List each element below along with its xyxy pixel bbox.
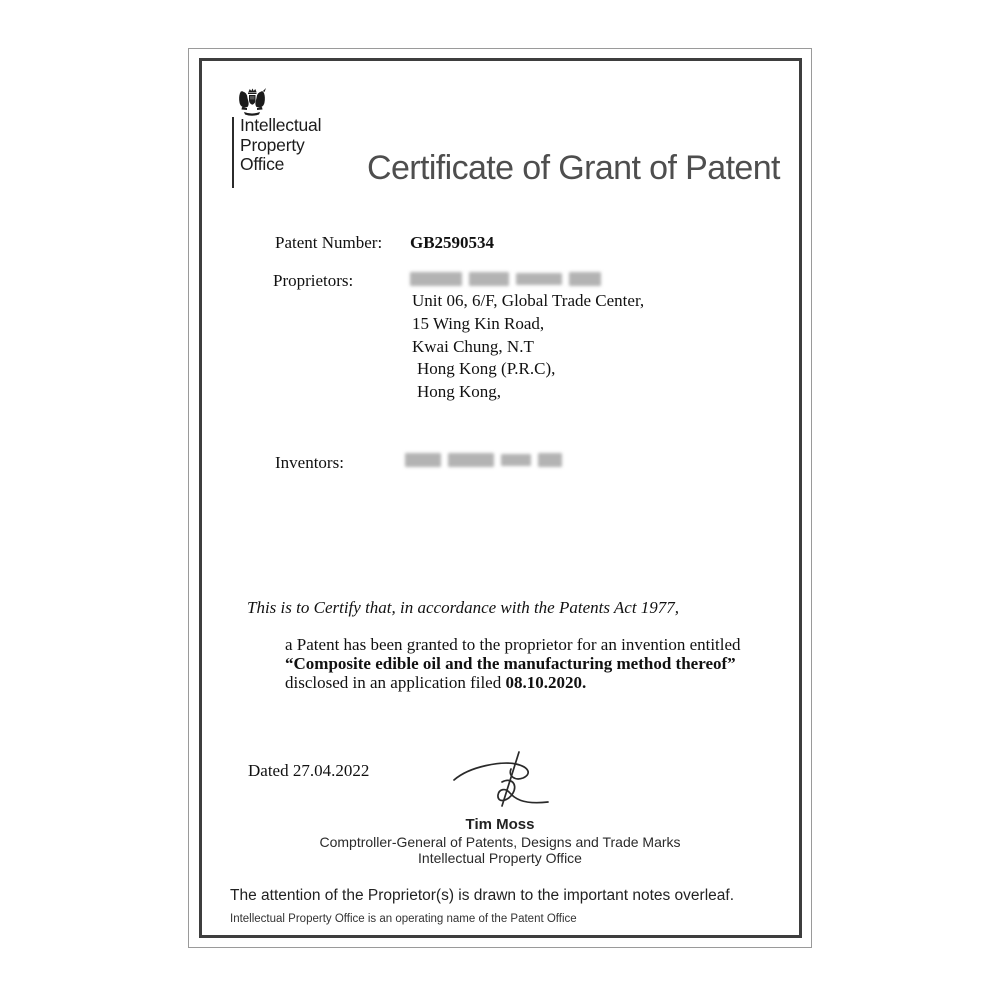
operating-name-note: Intellectual Property Office is an operating name of the Patent Office (230, 913, 577, 925)
redaction-block (538, 453, 562, 467)
redaction-block (569, 272, 601, 286)
logo-word-intellectual: Intellectual (240, 115, 322, 135)
dated-line: Dated 27.04.2022 (248, 761, 370, 780)
invention-title: “Composite edible oil and the manufacturing method thereof” (285, 654, 736, 673)
logo-word-property: Property (240, 134, 305, 155)
proprietor-address-line: Hong Kong (P.R.C), (417, 359, 556, 378)
redaction-block (448, 453, 494, 467)
proprietor-address-line: Unit 06, 6/F, Global Trade Center, (412, 291, 645, 310)
logo-word-office: Office (240, 154, 285, 174)
attention-note: The attention of the Proprietor(s) is drawn to the important notes overleaf. (230, 887, 735, 904)
redaction-block (501, 454, 531, 466)
disclosed-line (285, 673, 586, 693)
signatory-org: Intellectual Property Office (418, 850, 582, 866)
redacted-proprietor-name (410, 272, 601, 286)
page-title: Certificate of Grant of Patent (367, 149, 780, 187)
proprietor-address-line: 15 Wing Kin Road, (412, 314, 545, 333)
granted-line: a Patent has been granted to the proprietor for an invention entitled (285, 635, 741, 654)
proprietor-address-line: Hong Kong, (417, 382, 502, 401)
patent-number-value: GB2590534 (410, 233, 495, 252)
filing-date: 08.10.2020. (505, 673, 587, 692)
tim-moss-signature-icon (450, 748, 554, 818)
patent-number-label: Patent Number: (275, 233, 383, 252)
signatory-title: Comptroller-General of Patents, Designs and Trade Marks (319, 834, 681, 850)
redaction-block (410, 272, 462, 286)
proprietor-address-line: Kwai Chung, N.T (412, 337, 534, 356)
disclosed-prefix: disclosed in an application filed (285, 673, 506, 692)
logo-wordmark (240, 116, 321, 175)
certify-intro: This is to Certify that, in accordance with the Patents Act 1977, (247, 598, 680, 617)
redaction-block (405, 453, 441, 467)
redacted-inventor-name (405, 453, 562, 467)
redaction-block (516, 273, 562, 285)
proprietors-label: Proprietors: (273, 271, 354, 290)
inventors-label: Inventors: (275, 453, 344, 472)
redaction-block (469, 272, 509, 286)
logo-divider-line (232, 117, 234, 188)
royal-coat-of-arms-icon (235, 87, 269, 116)
signatory-name: Tim Moss (465, 816, 535, 833)
